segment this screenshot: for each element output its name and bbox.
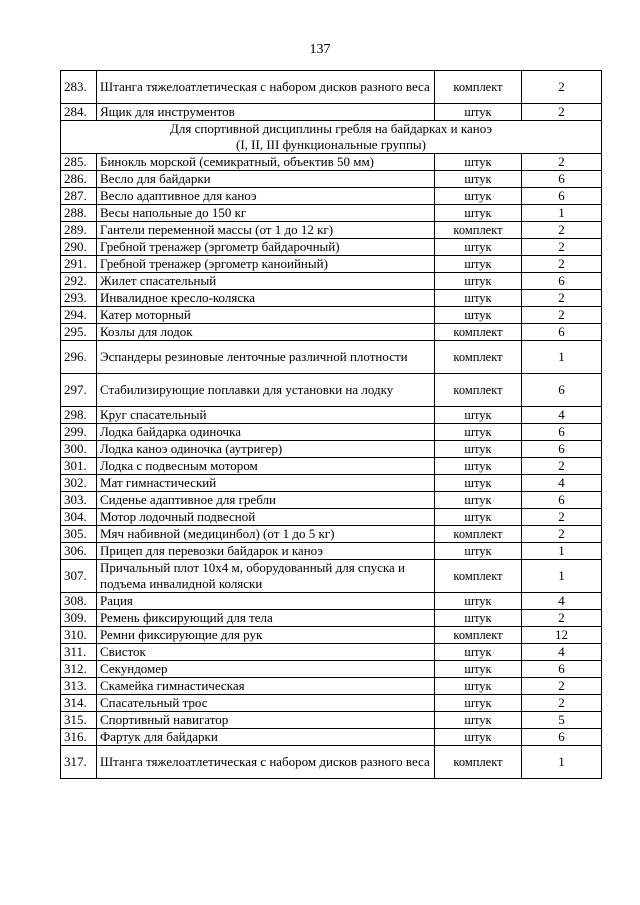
quantity: 6 [522, 171, 602, 188]
row-number: 285. [61, 154, 97, 171]
row-number: 312. [61, 661, 97, 678]
item-name: Мат гимнастический [97, 475, 435, 492]
row-number: 314. [61, 695, 97, 712]
table-row [61, 627, 602, 644]
row-number: 295. [61, 324, 97, 341]
row-number: 305. [61, 526, 97, 543]
row-number: 294. [61, 307, 97, 324]
table-row [61, 560, 602, 593]
unit-of-measure: комплект [435, 341, 522, 374]
table-row [61, 593, 602, 610]
item-name: Круг спасательный [97, 407, 435, 424]
item-name: Стабилизирующие поплавки для установки на лодку [97, 374, 435, 407]
quantity: 1 [522, 205, 602, 222]
section-header-row [61, 121, 602, 154]
item-name: Лодка с подвесным мотором [97, 458, 435, 475]
row-number: 311. [61, 644, 97, 661]
row-number: 317. [61, 746, 97, 779]
row-number: 307. [61, 560, 97, 593]
table-row [61, 374, 602, 407]
quantity: 4 [522, 475, 602, 492]
unit-of-measure: штук [435, 593, 522, 610]
item-name: Козлы для лодок [97, 324, 435, 341]
quantity: 1 [522, 543, 602, 560]
table-row [61, 71, 602, 104]
unit-of-measure: штук [435, 290, 522, 307]
item-name: Весло для байдарки [97, 171, 435, 188]
page-number: 137 [309, 42, 331, 57]
unit-of-measure: комплект [435, 222, 522, 239]
item-name: Спасательный трос [97, 695, 435, 712]
item-name: Причальный плот 10х4 м, оборудованный для спуска и подъема инвалидной коляски [97, 560, 435, 593]
unit-of-measure: штук [435, 543, 522, 560]
quantity: 6 [522, 374, 602, 407]
row-number: 303. [61, 492, 97, 509]
table-row [61, 424, 602, 441]
section-subtitle: (I, II, III функциональные группы) [236, 137, 426, 152]
item-name: Инвалидное кресло-коляска [97, 290, 435, 307]
section-title: Для спортивной дисциплины гребля на байдарках и каноэ [170, 121, 492, 136]
row-number: 297. [61, 374, 97, 407]
unit-of-measure: штук [435, 661, 522, 678]
table-row [61, 441, 602, 458]
quantity: 12 [522, 627, 602, 644]
item-name: Фартук для байдарки [97, 729, 435, 746]
quantity: 6 [522, 729, 602, 746]
row-number: 293. [61, 290, 97, 307]
item-name: Штанга тяжелоатлетическая с набором дисков разного веса [97, 746, 435, 779]
row-number: 298. [61, 407, 97, 424]
item-name: Прицеп для перевозки байдарок и каноэ [97, 543, 435, 560]
row-number: 286. [61, 171, 97, 188]
row-number: 291. [61, 256, 97, 273]
row-number: 316. [61, 729, 97, 746]
unit-of-measure: штук [435, 205, 522, 222]
unit-of-measure: штук [435, 307, 522, 324]
table-row [61, 256, 602, 273]
unit-of-measure: штук [435, 729, 522, 746]
unit-of-measure: штук [435, 644, 522, 661]
quantity: 1 [522, 746, 602, 779]
item-name: Эспандеры резиновые ленточные различной плотности [97, 341, 435, 374]
table-row [61, 492, 602, 509]
equipment-table-body [61, 71, 602, 779]
row-number: 299. [61, 424, 97, 441]
unit-of-measure: штук [435, 441, 522, 458]
item-name: Гребной тренажер (эргометр байдарочный) [97, 239, 435, 256]
quantity: 2 [522, 526, 602, 543]
table-row [61, 239, 602, 256]
quantity: 2 [522, 458, 602, 475]
row-number: 283. [61, 71, 97, 104]
table-row [61, 307, 602, 324]
quantity: 6 [522, 492, 602, 509]
item-name: Мяч набивной (медицинбол) (от 1 до 5 кг) [97, 526, 435, 543]
unit-of-measure: комплект [435, 746, 522, 779]
unit-of-measure: штук [435, 424, 522, 441]
quantity: 2 [522, 509, 602, 526]
table-row [61, 644, 602, 661]
row-number: 315. [61, 712, 97, 729]
item-name: Мотор лодочный подвесной [97, 509, 435, 526]
unit-of-measure: комплект [435, 374, 522, 407]
unit-of-measure: штук [435, 509, 522, 526]
equipment-table [60, 70, 602, 779]
item-name: Ремень фиксирующий для тела [97, 610, 435, 627]
item-name: Свисток [97, 644, 435, 661]
table-row [61, 188, 602, 205]
row-number: 306. [61, 543, 97, 560]
table-row [61, 661, 602, 678]
item-name: Жилет спасательный [97, 273, 435, 290]
item-name: Рация [97, 593, 435, 610]
table-row [61, 729, 602, 746]
table-row [61, 610, 602, 627]
quantity: 5 [522, 712, 602, 729]
unit-of-measure: штук [435, 678, 522, 695]
row-number: 308. [61, 593, 97, 610]
quantity: 2 [522, 104, 602, 121]
table-row [61, 458, 602, 475]
table-row [61, 324, 602, 341]
table-row [61, 543, 602, 560]
item-name: Весы напольные до 150 кг [97, 205, 435, 222]
quantity: 2 [522, 154, 602, 171]
row-number: 289. [61, 222, 97, 239]
table-row [61, 104, 602, 121]
quantity: 2 [522, 71, 602, 104]
row-number: 301. [61, 458, 97, 475]
quantity: 6 [522, 273, 602, 290]
table-row [61, 205, 602, 222]
row-number: 288. [61, 205, 97, 222]
quantity: 2 [522, 610, 602, 627]
table-row [61, 526, 602, 543]
quantity: 4 [522, 644, 602, 661]
unit-of-measure: комплект [435, 324, 522, 341]
quantity: 6 [522, 424, 602, 441]
quantity: 6 [522, 324, 602, 341]
table-row [61, 678, 602, 695]
unit-of-measure: штук [435, 610, 522, 627]
table-row [61, 154, 602, 171]
unit-of-measure: штук [435, 492, 522, 509]
quantity: 6 [522, 661, 602, 678]
quantity: 2 [522, 290, 602, 307]
unit-of-measure: штук [435, 171, 522, 188]
item-name: Ящик для инструментов [97, 104, 435, 121]
unit-of-measure: штук [435, 712, 522, 729]
unit-of-measure: комплект [435, 627, 522, 644]
quantity: 4 [522, 593, 602, 610]
quantity: 2 [522, 222, 602, 239]
unit-of-measure: комплект [435, 71, 522, 104]
item-name: Бинокль морской (семикратный, объектив 50 мм) [97, 154, 435, 171]
quantity: 1 [522, 560, 602, 593]
quantity: 2 [522, 678, 602, 695]
item-name: Лодка байдарка одиночка [97, 424, 435, 441]
quantity: 6 [522, 188, 602, 205]
item-name: Катер моторный [97, 307, 435, 324]
table-row [61, 171, 602, 188]
table-row [61, 290, 602, 307]
item-name: Спортивный навигатор [97, 712, 435, 729]
table-row [61, 341, 602, 374]
item-name: Секундомер [97, 661, 435, 678]
row-number: 313. [61, 678, 97, 695]
row-number: 300. [61, 441, 97, 458]
row-number: 296. [61, 341, 97, 374]
table-row [61, 407, 602, 424]
quantity: 4 [522, 407, 602, 424]
quantity: 2 [522, 256, 602, 273]
unit-of-measure: штук [435, 273, 522, 290]
table-row [61, 746, 602, 779]
item-name: Гантели переменной массы (от 1 до 12 кг) [97, 222, 435, 239]
item-name: Скамейка гимнастическая [97, 678, 435, 695]
quantity: 2 [522, 239, 602, 256]
table-row [61, 712, 602, 729]
table-row [61, 222, 602, 239]
table-row [61, 475, 602, 492]
item-name: Гребной тренажер (эргометр каноийный) [97, 256, 435, 273]
unit-of-measure: штук [435, 407, 522, 424]
quantity: 2 [522, 695, 602, 712]
table-row [61, 509, 602, 526]
row-number: 292. [61, 273, 97, 290]
item-name: Штанга тяжелоатлетическая с набором дисков разного веса [97, 71, 435, 104]
row-number: 310. [61, 627, 97, 644]
row-number: 287. [61, 188, 97, 205]
unit-of-measure: штук [435, 104, 522, 121]
unit-of-measure: штук [435, 475, 522, 492]
quantity: 2 [522, 307, 602, 324]
unit-of-measure: штук [435, 256, 522, 273]
item-name: Ремни фиксирующие для рук [97, 627, 435, 644]
unit-of-measure: штук [435, 188, 522, 205]
quantity: 1 [522, 341, 602, 374]
item-name: Сиденье адаптивное для гребли [97, 492, 435, 509]
unit-of-measure: штук [435, 239, 522, 256]
row-number: 284. [61, 104, 97, 121]
unit-of-measure: штук [435, 695, 522, 712]
item-name: Лодка каноэ одиночка (аутригер) [97, 441, 435, 458]
unit-of-measure: штук [435, 154, 522, 171]
table-row [61, 273, 602, 290]
row-number: 290. [61, 239, 97, 256]
item-name: Весло адаптивное для каноэ [97, 188, 435, 205]
quantity: 6 [522, 441, 602, 458]
unit-of-measure: комплект [435, 560, 522, 593]
row-number: 304. [61, 509, 97, 526]
unit-of-measure: штук [435, 458, 522, 475]
row-number: 309. [61, 610, 97, 627]
row-number: 302. [61, 475, 97, 492]
section-header-cell [61, 121, 602, 154]
table-row [61, 695, 602, 712]
unit-of-measure: комплект [435, 526, 522, 543]
